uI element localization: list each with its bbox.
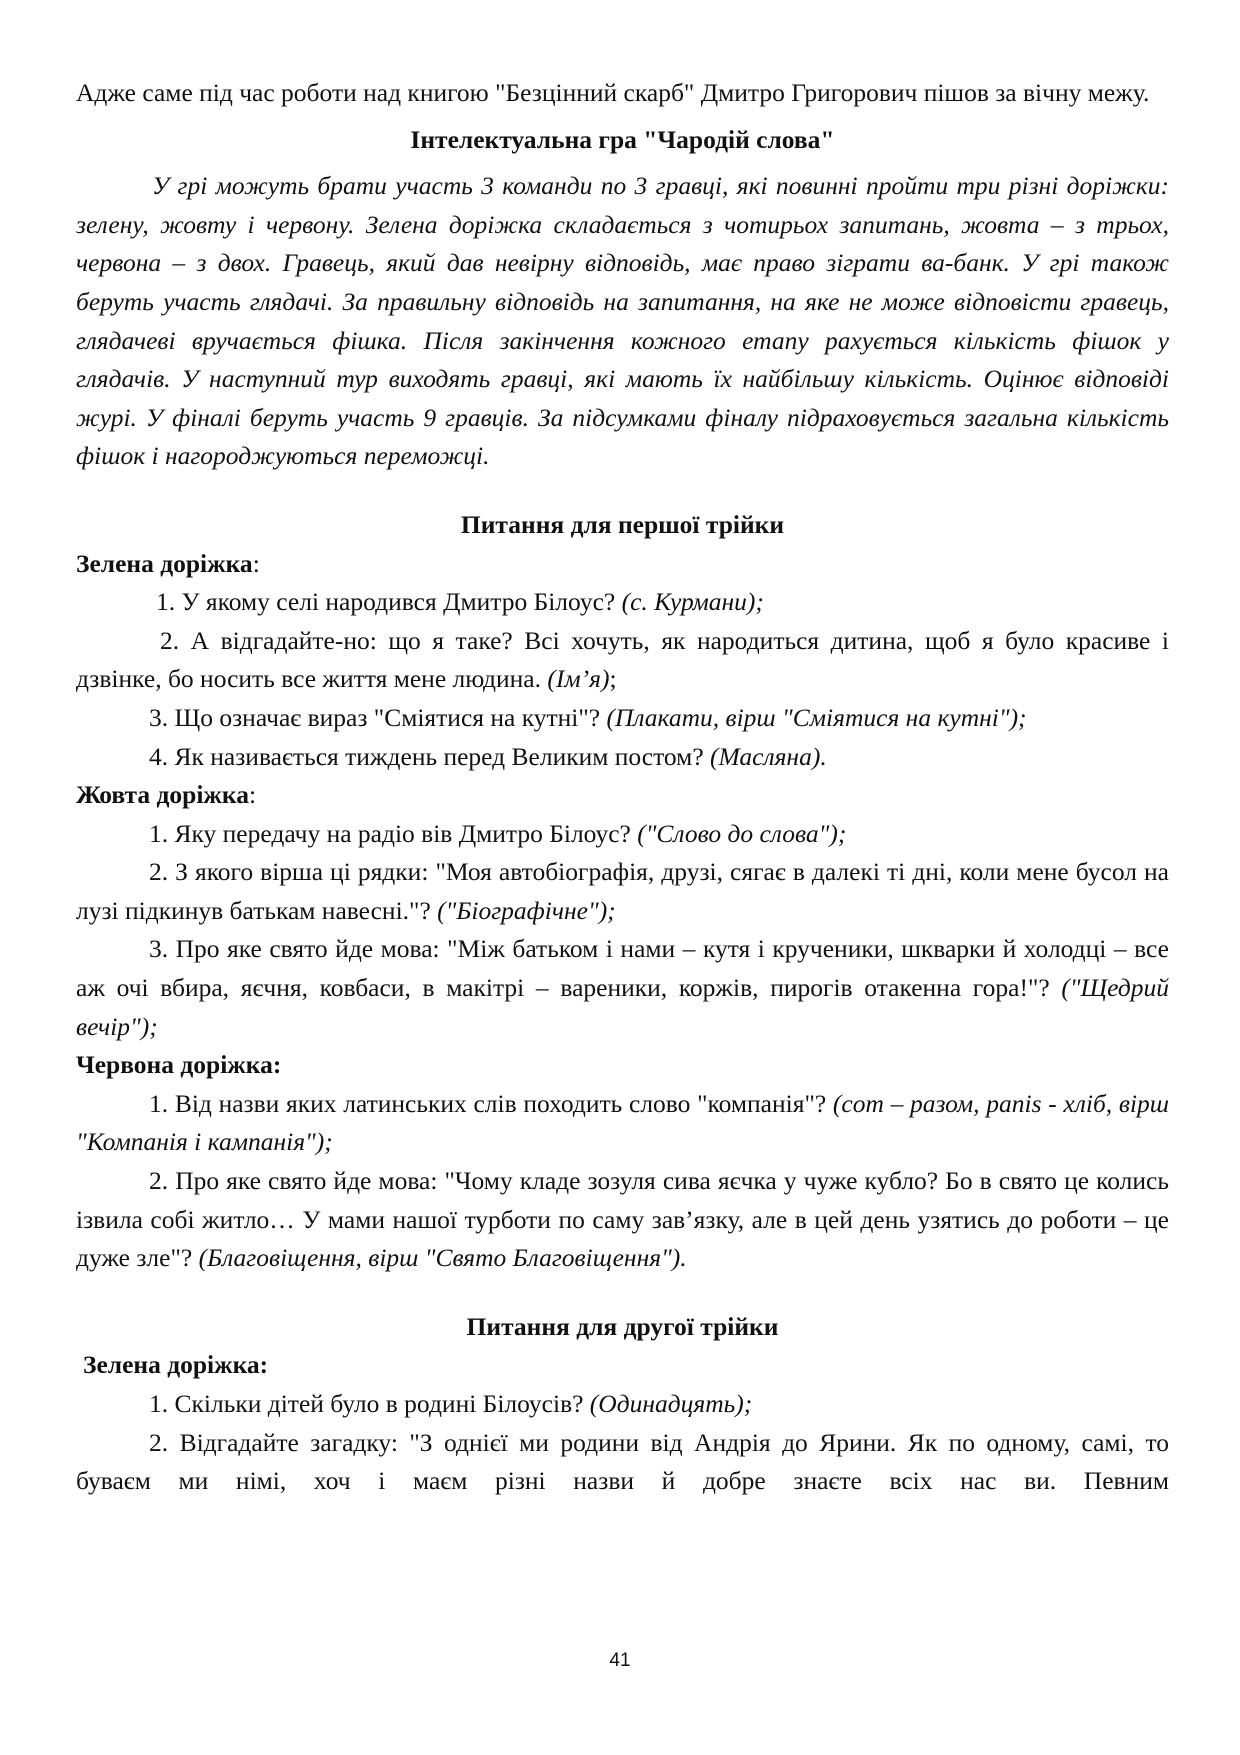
question-answer: (Ім’я)	[547, 664, 610, 694]
question-answer: (com – разом, panis - хліб, вірш "Компанія і кампанія");	[76, 1088, 1169, 1157]
game-title: Інтелектуальна гра "Чародій слова"	[410, 124, 835, 154]
question-answer: (Благовіщення, вірш "Свято Благовіщення").	[198, 1243, 687, 1273]
section1-green-heading	[76, 545, 1169, 584]
question-item: 1. Яку передачу на радіо вів Дмитро Білоус? ("Слово до слова");	[149, 818, 847, 848]
document-page	[76, 74, 1169, 1501]
question-answer: (Масляна).	[710, 741, 827, 771]
game-rules-paragraph: У грі можуть брати участь 3 команди по 3 гравці, які повинні пройти три різні доріжки: зелену, жовту і червону. Зелена доріжка складається з чотирьох запитань, жовта – з трьох, червона – з двох. Гравець, який дав невірну відповідь, має право зіграти ва-банк. У грі також беруть участь глядачі. За правильну відповідь на запитання, на яке не може відповісти гравець, глядачеві вручається фішка. Після закінчення кожного етапу рахується кількість фішок у глядачів. У наступний тур виходять гравці, які мають їх найбільшу кількість. Оцінює відповіді журі. У фіналі беруть участь 9 гравців. За підсумками фіналу підраховується загальна кількість фішок і нагороджуються переможці.	[76, 171, 1169, 471]
question-item: 1. Скільки дітей було в родині Білоусів? (Одинадцять);	[149, 1389, 753, 1418]
question-answer: ("Біографічне");	[437, 895, 616, 925]
yellow-track-colon: :	[248, 780, 257, 810]
intro-paragraph: Адже саме під час роботи над книгою "Безцінний скарб" Дмитро Григорович пішов за вічну межу.	[76, 78, 1150, 107]
question-answer: ("Щедрий вечір");	[76, 973, 1169, 1041]
question-item: 2. Про яке свято йде мова: "Чому кладе зозуля сива яєчка у чуже кубло? Бо в свято це колись ізвила собі житло… У мами нашої турботи по саму зав’язку, але в цей день узятись до роботи – це дуже зле"? (Благовіщення, вірш "Свято Благовіщення").	[76, 1166, 1169, 1273]
question-item: 1. Від назви яких латинських слів походить слово "компанія"? (com – разом, panis - хліб, вірш "Компанія і кампанія");	[76, 1088, 1169, 1157]
yellow-track-label: Жовта доріжка	[76, 780, 249, 810]
green-track-colon: :	[252, 548, 260, 578]
section2-green-label: Зелена доріжка:	[83, 1350, 269, 1380]
page-number: 41	[609, 1650, 631, 1671]
section1-title: Питання для першої трійки	[460, 509, 785, 539]
question-answer: (с. Курмани);	[621, 587, 764, 617]
question-answer: (Одинадцять);	[589, 1389, 753, 1418]
question-item: 4. Як називається тиждень перед Великим постом? (Масляна).	[149, 741, 827, 771]
question-answer: ("Слово до слова");	[637, 818, 847, 848]
green-track-label: Зелена доріжка	[76, 548, 253, 578]
section2-title: Питання для другої трійки	[466, 1311, 779, 1341]
question-item: 2. Відгадайте загадку: "З однієї ми родини від Андрія до Ярини. Як по одному, самі, то буваєм ми німі, хоч і маєм різні назви й добре знаєте всіх нас ви. Певним	[76, 1427, 1169, 1496]
question-item: 3. Що означає вираз "Сміятися на кутні"? (Плакати, вірш "Сміятися на кутні");	[149, 702, 1027, 732]
question-item: 2. З якого вірша ці рядки: "Моя автобіографія, друзі, сягає в далекі ті дні, коли мене бусол на лузі підкинув батькам навесні."? ("Біографічне");	[76, 857, 1169, 925]
red-track-label: Червона доріжка:	[76, 1050, 282, 1080]
question-item: 2. А відгадайте-но: що я таке? Всі хочуть, як народиться дитина, щоб я було красиве і дзвінке, бо носить все життя мене людина. (Ім’я);	[76, 625, 1169, 694]
question-answer: (Плакати, вірш "Сміятися на кутні");	[606, 702, 1027, 732]
question-item: 3. Про яке свято йде мова: "Між батьком і нами – кутя і крученики, шкварки й холодці – все аж очі вбира, яєчня, ковбаси, в макітрі – вареники, коржів, пирогів отакенна гора!"? ("Щедрий вечір");	[76, 934, 1169, 1041]
question-item: 1. У якому селі народився Дмитро Білоус? (с. Курмани);	[156, 587, 764, 617]
section1-yellow-heading	[76, 776, 1169, 815]
